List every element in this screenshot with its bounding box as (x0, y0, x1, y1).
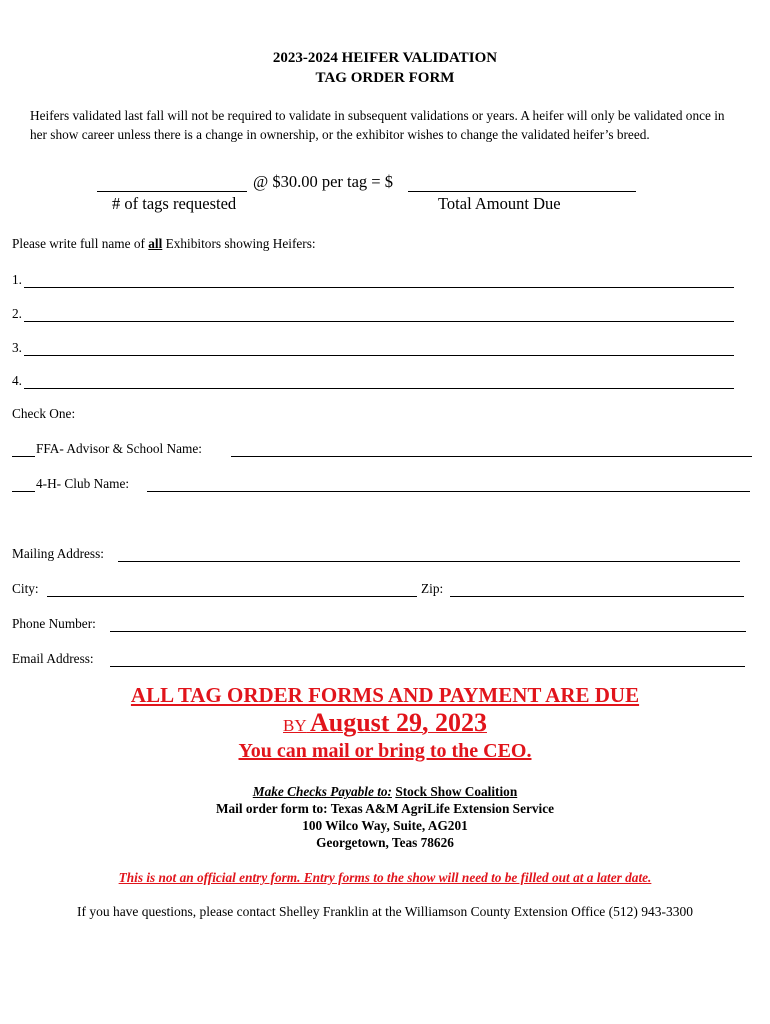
phone-field[interactable] (110, 630, 746, 632)
exhibitors-prompt-emph: all (148, 236, 163, 251)
form-title-line1: 2023-2024 HEIFER VALIDATION (272, 50, 498, 66)
due-date: August 29, 2023 (309, 708, 487, 737)
mail-line: Mail order form to: Texas A&M AgriLife Extension Service (215, 801, 555, 816)
address-line2: Georgetown, Teas 78626 (316, 835, 454, 850)
zip-field[interactable] (450, 595, 744, 597)
total-amount-label: Total Amount Due (438, 194, 561, 213)
due-line1: ALL TAG ORDER FORMS AND PAYMENT ARE DUE (130, 683, 640, 707)
total-amount-field[interactable] (408, 190, 636, 192)
exhibitor-number-2: 2. (12, 306, 22, 321)
due-line3: You can mail or bring to the CEO. (238, 740, 532, 762)
tags-requested-label: # of tags requested (112, 194, 237, 213)
phone-label: Phone Number: (12, 616, 96, 631)
ffa-label: FFA- Advisor & School Name: (36, 441, 202, 456)
intro-paragraph: Heifers validated last fall will not be required to validate in subsequent validations or years. A heifer will only be validated once in her show career unless there is a change in ownership, or the exhibitor wishes to change the validated heifer’s breed. (30, 108, 725, 142)
due-date-line (0, 708, 770, 738)
address-line1: 100 Wilco Way, Suite, AG201 (302, 818, 468, 833)
exhibitor-name-field-3[interactable] (24, 354, 734, 356)
city-label: City: (12, 581, 39, 596)
not-official-notice: This is not an official entry form. Entry forms to the show will need to be filled out at a later date. (118, 870, 652, 885)
exhibitor-number-3: 3. (12, 340, 22, 355)
exhibitor-number-4: 4. (12, 373, 22, 388)
exhibitors-prompt-before: Please write full name of (12, 236, 145, 251)
email-label: Email Address: (12, 651, 94, 666)
email-field[interactable] (110, 665, 745, 667)
tags-requested-field[interactable] (97, 190, 247, 192)
price-text: @ $30.00 per tag = $ (253, 172, 393, 191)
payable-to: Stock Show Coalition (395, 784, 518, 799)
zip-label: Zip: (421, 581, 444, 596)
club-check-field[interactable] (12, 490, 35, 492)
ffa-school-field[interactable] (231, 455, 752, 457)
check-one-label: Check One: (12, 406, 76, 421)
payable-label: Make Checks Payable to: (252, 784, 392, 799)
ffa-check-field[interactable] (12, 455, 35, 457)
exhibitors-prompt-after: Exhibitors showing Heifers: (165, 236, 316, 251)
mailing-address-label: Mailing Address: (12, 546, 104, 561)
exhibitor-name-field-1[interactable] (24, 286, 734, 288)
form-title-line2: TAG ORDER FORM (315, 70, 455, 86)
exhibitor-name-field-2[interactable] (24, 320, 734, 322)
exhibitor-number-1: 1. (12, 272, 22, 287)
exhibitor-name-field-4[interactable] (24, 387, 734, 389)
city-field[interactable] (47, 595, 417, 597)
club-label: 4-H- Club Name: (36, 476, 130, 491)
contact-footer: If you have questions, please contact Shelley Franklin at the Williamson County Extension Office (512) 943-3300 (76, 904, 694, 919)
due-by: BY (283, 716, 307, 735)
club-name-field[interactable] (147, 490, 750, 492)
payable-line (0, 784, 770, 800)
exhibitors-prompt (12, 236, 316, 252)
mailing-address-field[interactable] (118, 560, 740, 562)
